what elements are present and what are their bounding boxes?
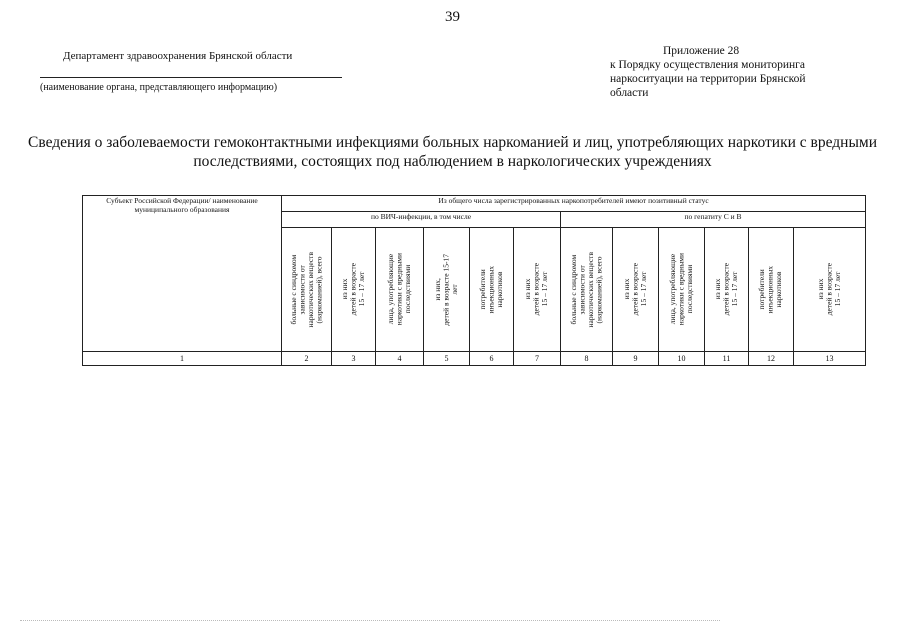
status-header: Из общего числа зарегистрированных наркопотребителей имеют позитивный статус xyxy=(282,196,866,212)
column-header xyxy=(514,228,561,351)
column-number: 7 xyxy=(514,351,561,365)
column-number: 9 xyxy=(613,351,659,365)
column-header-text: потребители инъекционных наркотиков xyxy=(757,265,784,314)
column-number: 10 xyxy=(659,351,705,365)
hiv-header: по ВИЧ-инфекции, в том числе xyxy=(282,211,561,228)
hep-header: по гепатиту С и В xyxy=(561,211,866,228)
column-header xyxy=(705,228,749,351)
column-header-text: из них детей в возрасте 15 – 17 лет xyxy=(712,263,739,316)
column-header xyxy=(613,228,659,351)
document-title: Сведения о заболеваемости гемоконтактными инфекциями больных наркоманией и лиц, употребляющих наркотики с вредными последствиями, состоящих под наблюдением в наркологических учреждениях xyxy=(28,134,877,170)
subject-header: Субъект Российской Федерации/ наименование муниципального образования xyxy=(106,196,258,214)
org-underline xyxy=(40,77,342,78)
scan-artifact-line xyxy=(20,620,720,621)
column-number: 6 xyxy=(470,351,514,365)
appendix-line: к Порядку осуществления мониторинга xyxy=(610,59,806,71)
column-header xyxy=(424,228,470,351)
column-header-text: из них, детей в возрасте 15-17 лет xyxy=(432,253,459,326)
column-number: 1 xyxy=(83,351,282,365)
column-header-text: лица, употребляющие наркотики с вредными последствиями xyxy=(385,253,412,326)
column-header xyxy=(561,228,613,351)
column-header xyxy=(749,228,794,351)
column-number: 5 xyxy=(424,351,470,365)
column-number: 8 xyxy=(561,351,613,365)
column-header xyxy=(282,228,332,351)
column-header-text: из них детей в возрасте 15 – 17 лет xyxy=(339,263,366,316)
column-header-text: больные с синдромом зависимости от наркотических веществ (наркоманией), всего xyxy=(288,251,323,328)
column-header xyxy=(659,228,705,351)
column-header-text: лица, употребляющие наркотики с вредными последствиями xyxy=(667,253,694,326)
column-number: 4 xyxy=(376,351,424,365)
column-header-text: из них детей в возрасте 15 – 17 лет xyxy=(523,263,550,316)
column-number: 3 xyxy=(332,351,376,365)
column-header-text: больные с синдромом зависимости от наркотических веществ (наркоманией), всего xyxy=(568,251,603,328)
column-number: 13 xyxy=(794,351,866,365)
page-number: 39 xyxy=(445,9,460,25)
column-number: 12 xyxy=(749,351,794,365)
column-header-text: из них детей в возрасте 15 – 17 лет xyxy=(815,263,842,316)
subject-header-cell xyxy=(83,196,282,352)
org-name: Департамент здравоохранения Брянской области xyxy=(63,50,293,62)
column-header-text: потребители инъекционных наркотиков xyxy=(477,265,504,314)
column-number: 2 xyxy=(282,351,332,365)
appendix-title: Приложение 28 xyxy=(663,45,740,57)
appendix-block xyxy=(610,44,850,100)
column-header xyxy=(376,228,424,351)
column-header xyxy=(332,228,376,351)
column-number: 11 xyxy=(705,351,749,365)
column-header xyxy=(794,228,866,351)
org-caption: (наименование органа, представляющего информацию) xyxy=(40,82,278,93)
column-header xyxy=(470,228,514,351)
appendix-line: наркоситуации на территории Брянской xyxy=(610,73,806,85)
column-header-text: из них детей в возрасте 15 – 17 лет xyxy=(621,263,648,316)
report-table xyxy=(82,195,866,366)
appendix-line: области xyxy=(610,87,649,99)
